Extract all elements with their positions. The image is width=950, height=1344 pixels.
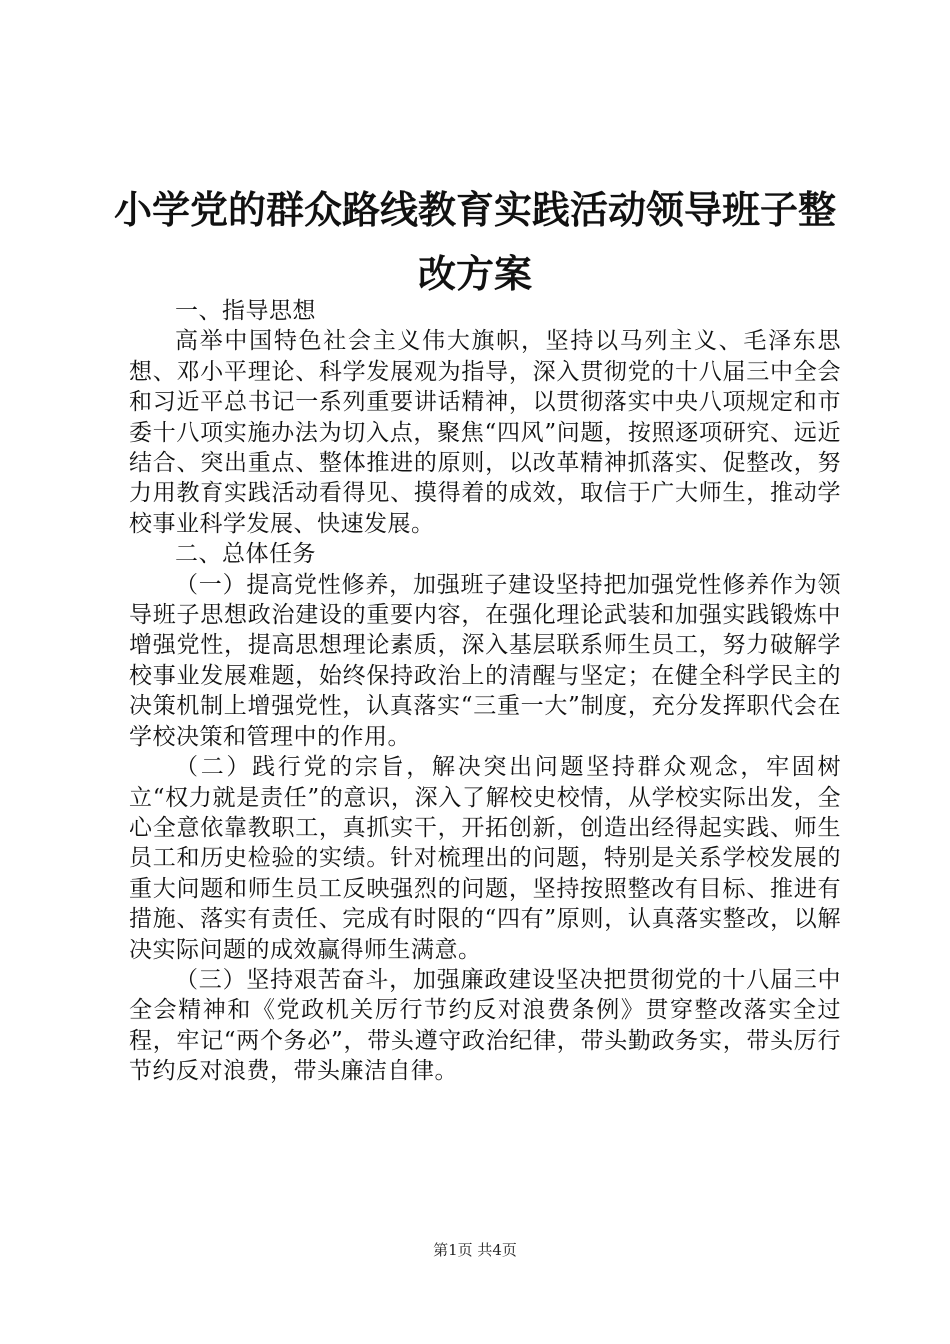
document-body: [129, 296, 841, 1087]
paragraph-task-1: （一）提高党性修养，加强班子建设坚持把加强党性修养作为领导班子思想政治建设的重要内容，在强化理论武装和加强实践锻炼中增强党性，提高思想理论素质，深入基层联系师生员工，努力破解学校事业发展难题，始终保持政治上的清醒与坚定；在健全科学民主的决策机制上增强党性，认真落实“三重一大”制度，充分发挥职代会在学校决策和管理中的作用。: [129, 571, 841, 750]
paragraph-task-2: （二）践行党的宗旨，解决突出问题坚持群众观念，牢固树立“权力就是责任”的意识，深入了解校史校情，从学校实际出发，全心全意依靠教职工，真抓实干，开拓创新，创造出经得起实践、师生员工和历史检验的实绩。针对梳理出的问题，特别是关系学校发展的重大问题和师生员工反映强烈的问题，坚持按照整改有目标、推进有措施、落实有责任、完成有时限的“四有”原则，认真落实整改，以解决实际问题的成效赢得师生满意。: [129, 754, 841, 963]
section-heading-guiding-thought: 一、指导思想: [175, 298, 316, 324]
page-number-footer: 第1页 共4页: [433, 1241, 517, 1259]
section-heading-overall-tasks: 二、总体任务: [175, 541, 316, 568]
document-title: 小学党的群众路线教育实践活动领导班子整改方案: [113, 188, 836, 296]
paragraph-guiding-thought: 高举中国特色社会主义伟大旗帜，坚持以马列主义、毛泽东思想、邓小平理论、科学发展观为指导，深入贯彻党的十八届三中全会和习近平总书记一系列重要讲话精神，以贯彻落实中央八项规定和市委十八项实施办法为切入点，聚焦“四风”问题，按照逐项研究、远近结合、突出重点、整体推进的原则，以改革精神抓落实、促整改，努力用教育实践活动看得见、摸得着的成效，取信于广大师生，推动学校事业科学发展、快速发展。: [129, 328, 841, 537]
paragraph-task-3: （三）坚持艰苦奋斗，加强廉政建设坚决把贯彻党的十八届三中全会精神和《党政机关厉行节约反对浪费条例》贯穿整改落实全过程，牢记“两个务必”，带头遵守政治纪律，带头勤政务实，带头厉行节约反对浪费，带头廉洁自律。: [129, 966, 841, 1085]
